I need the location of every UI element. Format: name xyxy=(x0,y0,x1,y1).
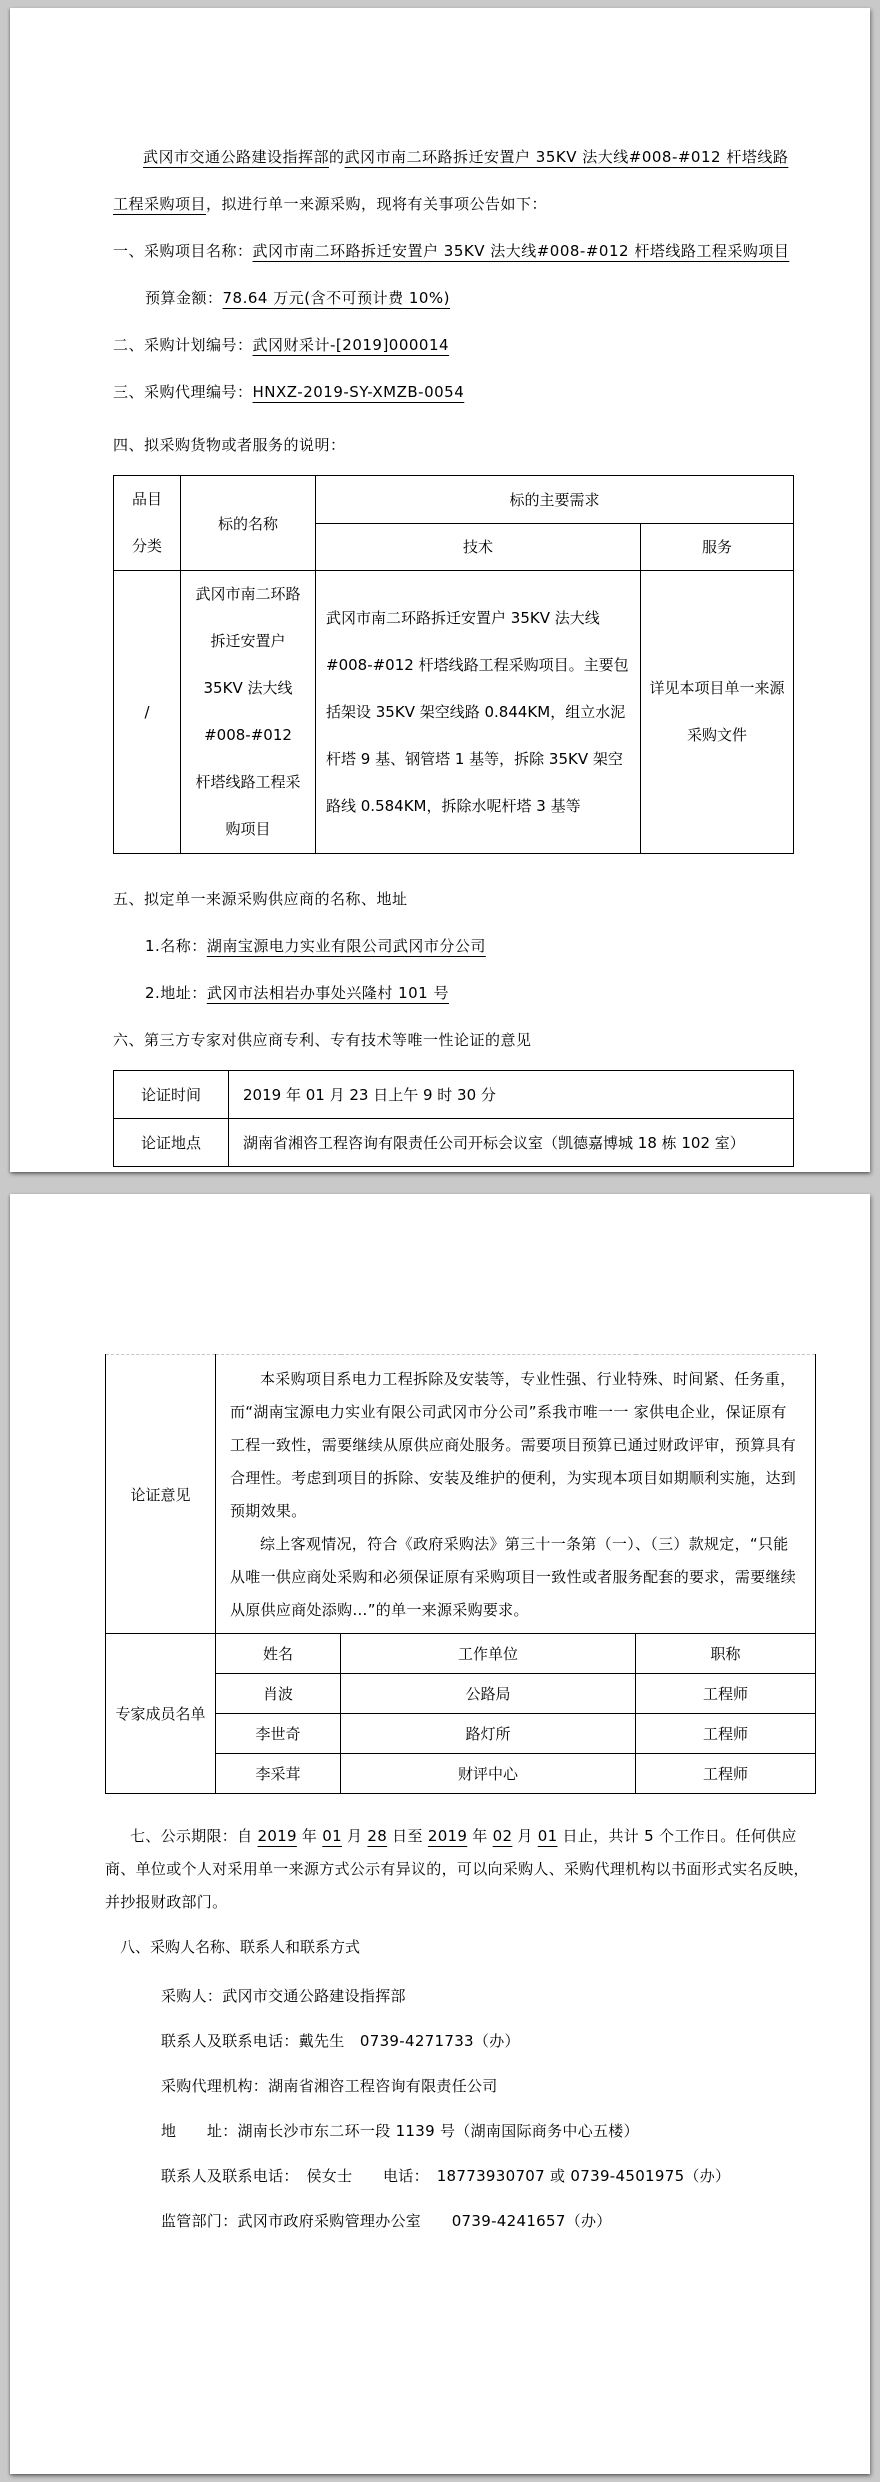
experts-header-org: 工作单位 xyxy=(341,1634,636,1674)
section-2-label: 二、采购计划编号： xyxy=(113,336,253,354)
supplier-name-value: 湖南宝源电力实业有限公司武冈市分公司 xyxy=(206,937,486,955)
end-day: 01 xyxy=(537,1827,558,1845)
document-page-1 xyxy=(10,8,870,1172)
section-1-value: 武冈市南二环路拆迁安置户 35KV 法大线#008-#012 杆塔线路工程采购项目 xyxy=(252,242,790,260)
expert-name: 李世奇 xyxy=(216,1714,341,1754)
cell-technical: 武冈市南二环路拆迁安置户 35KV 法大线#008-#012 杆塔线路工程采购项目。主要包括架设 35KV 架空线路 0.844KM，组立水泥杆塔 9 基、钢管塔 1 基等，拆除 35KV 架空路线 0.584KM，拆除水呢杆塔 3 基等 xyxy=(316,571,641,854)
experts-header-name: 姓名 xyxy=(216,1634,341,1674)
start-month: 01 xyxy=(322,1827,342,1845)
expert-org: 路灯所 xyxy=(341,1714,636,1754)
page-1-content xyxy=(10,8,870,1167)
header-main-requirement: 标的主要需求 xyxy=(316,476,794,524)
month-char-2: 月 xyxy=(512,1827,538,1845)
section-3-agency-number xyxy=(113,369,795,416)
intro-connector: 的 xyxy=(329,148,345,166)
contact-block xyxy=(161,1974,815,2244)
year-char-2: 年 xyxy=(467,1827,493,1845)
table-row xyxy=(114,571,794,854)
header-item-category xyxy=(114,476,181,571)
table-row xyxy=(106,1355,816,1634)
experts-header-title: 职称 xyxy=(636,1634,816,1674)
supplier-name-line xyxy=(113,923,795,970)
section-4-heading: 四、拟采购货物或者服务的说明： xyxy=(113,436,346,454)
cell-service: 详见本项目单一来源采购文件 xyxy=(641,571,794,854)
agency-contact-line: 联系人及联系电话： 侯女士 电话： 18773930707 或 0739-4501975（办） xyxy=(161,2167,731,2185)
demonstration-time-value: 2019 年 01 月 23 日上午 9 时 30 分 xyxy=(229,1071,794,1119)
opinion-text-cell xyxy=(216,1355,816,1634)
section-8-heading: 八、采购人名称、联系人和联系方式 xyxy=(120,1938,361,1956)
cell-subject-name: 武冈市南二环路拆迁安置户 35KV 法大线#008-#012 杆塔线路工程采购项目 xyxy=(181,571,316,854)
purchaser-line: 采购人：武冈市交通公路建设指挥部 xyxy=(161,1987,406,2005)
expert-org: 公路局 xyxy=(341,1674,636,1714)
budget-label: 预算金额： xyxy=(145,289,223,307)
section-5-heading: 五、拟定单一来源采购供应商的名称、地址 xyxy=(113,890,408,908)
section-3-label: 三、采购代理编号： xyxy=(113,383,253,401)
section-3-value: HNXZ-2019-SY-XMZB-0054 xyxy=(252,383,465,401)
expert-title: 工程师 xyxy=(636,1754,816,1794)
agency-address-line: 地 址：湖南长沙市东二环一段 1139 号（湖南国际商务中心五楼） xyxy=(161,2122,639,2140)
opinion-label: 论证意见 xyxy=(106,1355,216,1634)
demonstration-place-value: 湖南省湘咨工程咨询有限责任公司开标会议室（凯德嘉博城 18 栋 102 室） xyxy=(229,1119,794,1167)
purchaser-name-underlined: 武冈市交通公路建设指挥部 xyxy=(143,148,330,166)
supplier-address-value: 武冈市法相岩办事处兴隆村 101 号 xyxy=(206,984,449,1002)
section-1-label: 一、采购项目名称： xyxy=(113,242,253,260)
header-item-category-line2: 分类 xyxy=(131,537,162,555)
agency-line: 采购代理机构：湖南省湘咨工程咨询有限责任公司 xyxy=(161,2077,498,2095)
page-2-content xyxy=(10,1194,870,2244)
document-page-2 xyxy=(10,1194,870,2474)
header-service: 服务 xyxy=(641,523,794,571)
start-day: 28 xyxy=(367,1827,388,1845)
goods-description-table xyxy=(113,475,794,854)
expert-name: 肖波 xyxy=(216,1674,341,1714)
demonstration-info-table xyxy=(113,1070,794,1167)
demonstration-place-label: 论证地点 xyxy=(114,1119,229,1167)
table-row xyxy=(114,1071,794,1119)
supervisor-line: 监管部门：武冈市政府采购管理办公室 0739-4241657（办） xyxy=(161,2212,612,2230)
end-month: 02 xyxy=(492,1827,513,1845)
supplier-address-line xyxy=(113,970,795,1017)
expert-title: 工程师 xyxy=(636,1674,816,1714)
cell-item-category: / xyxy=(114,571,181,854)
demonstration-time-label: 论证时间 xyxy=(114,1071,229,1119)
section-6-heading: 六、第三方专家对供应商专利、专有技术等唯一性论证的意见 xyxy=(113,1031,532,1049)
header-technical: 技术 xyxy=(316,523,641,571)
section-2-plan-number xyxy=(113,322,795,369)
budget-value: 78.64 万元(含不可预计费 10%) xyxy=(222,289,451,307)
expert-opinion-table xyxy=(105,1354,816,1794)
month-char: 月 xyxy=(341,1827,368,1845)
header-item-category-line1: 品目 xyxy=(131,490,162,508)
to-chars: 日至 xyxy=(387,1827,428,1845)
header-subject-name: 标的名称 xyxy=(181,476,316,571)
year-char: 年 xyxy=(296,1827,323,1845)
experts-list-label: 专家成员名单 xyxy=(106,1634,216,1794)
purchaser-contact-line: 联系人及联系电话：戴先生 0739-4271733（办） xyxy=(161,2032,520,2050)
project-name-underlined: 武冈市南二环路拆迁安置户 35KV 法大线#008-#012 杆塔线路工程采购项目 xyxy=(113,148,789,213)
section-2-value: 武冈财采计-[2019]000014 xyxy=(252,336,450,354)
supplier-name-label: 1.名称： xyxy=(145,937,207,955)
budget-line xyxy=(113,275,795,322)
intro-tail: ，拟进行单一来源采购，现将有关事项公告如下： xyxy=(206,195,548,213)
expert-org: 财评中心 xyxy=(341,1754,636,1794)
intro-paragraph xyxy=(113,134,795,228)
section-7-publicity-period xyxy=(105,1820,815,1919)
experts-header-row xyxy=(106,1634,816,1674)
supplier-address-label: 2.地址： xyxy=(145,984,207,1002)
opinion-paragraph-1: 本采购项目系电力工程拆除及安装等，专业性强、行业特殊、时间紧、任务重，而“湖南宝源电力实业有限公司武冈市分公司”系我市唯一一 家供电企业，保证原有工程一致性，需要继续从原供应商处服务。需要项目预算已通过财政评审，预算具有合理性。考虑到项目的拆除、安装及维护的便利，为实现本项目如期顺利实施，达到预期效果。 xyxy=(230,1370,797,1520)
section-7-tail: 日止，共计 5 个工作日。任何供应商、单位或个人对采用单一来源方式公示有异议的，可以向采购人、采购代理机构以书面形式实名反映，并抄报财政部门。 xyxy=(105,1827,809,1911)
expert-title: 工程师 xyxy=(636,1714,816,1754)
expert-name: 李采茸 xyxy=(216,1754,341,1794)
end-year: 2019 xyxy=(427,1827,468,1845)
opinion-paragraph-2: 综上客观情况，符合《政府采购法》第三十一条第（一）、（三）款规定，“只能从唯一供应商处采购和必须保证原有采购项目一致性或者服务配套的要求，需要继续从原供应商处添购…”的单一来源采购要求。 xyxy=(230,1535,797,1619)
section-1-project-name xyxy=(113,228,795,275)
table-row xyxy=(114,1119,794,1167)
start-year: 2019 xyxy=(257,1827,297,1845)
section-7-lead: 七、公示期限：自 xyxy=(130,1827,258,1845)
